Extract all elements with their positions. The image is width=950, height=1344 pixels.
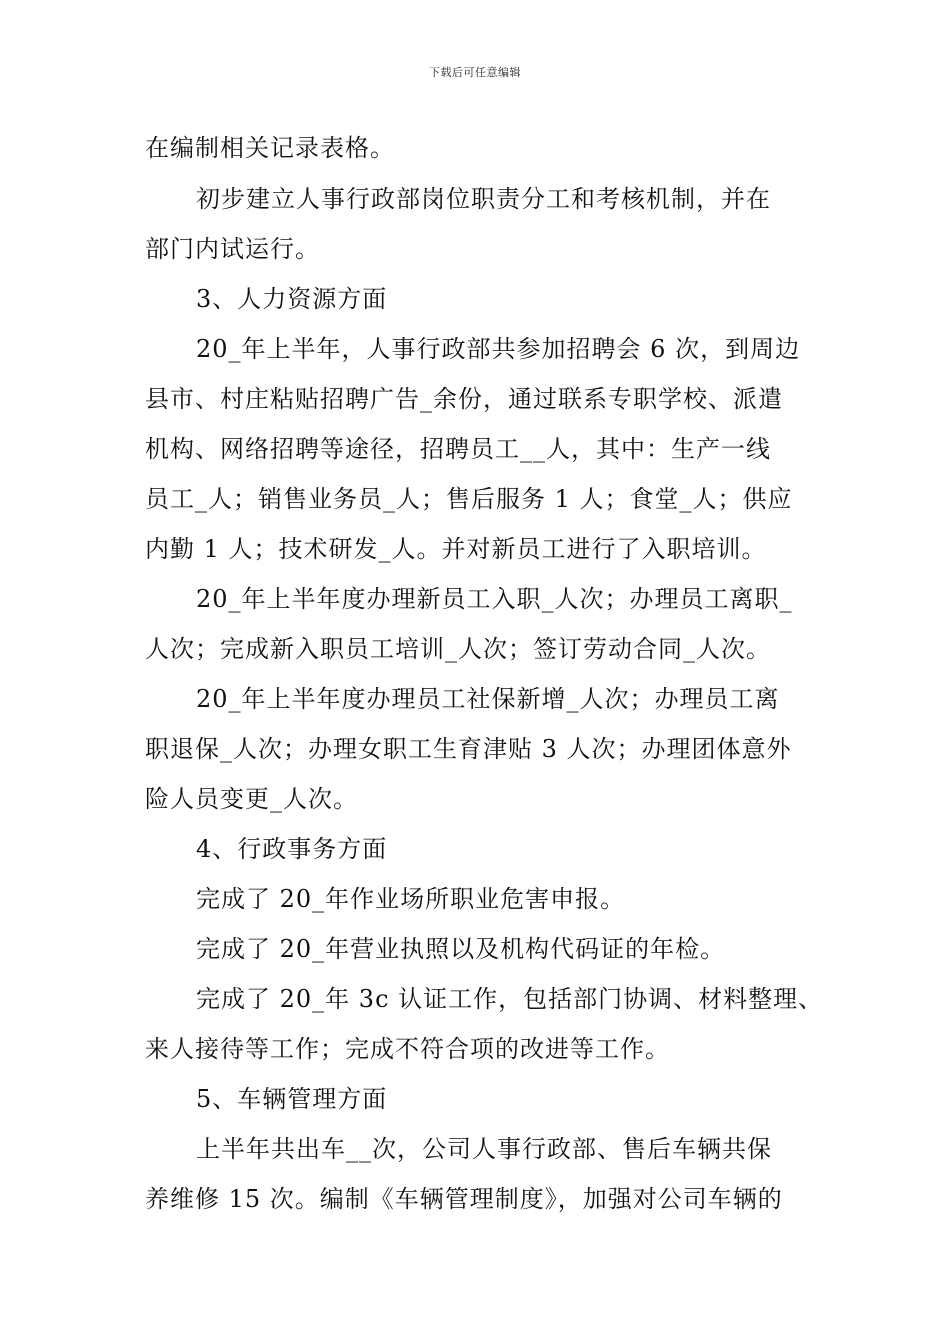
text-line: 养维修 15 次。编制《车辆管理制度》，加强对公司车辆的 (145, 1185, 783, 1213)
text-line: 机构、网络招聘等途径，招聘员工__人，其中：生产一线 (145, 435, 771, 463)
section-heading: 3、人力资源方面 (196, 285, 388, 313)
text-line: 员工_人；销售业务员_人；售后服务 1 人；食堂_人；供应 (145, 485, 793, 513)
text-line: 20_年上半年，人事行政部共参加招聘会 6 次，到周边 (196, 335, 801, 363)
text-line: 20_年上半年度办理新员工入职_人次；办理员工离职_ (196, 585, 793, 613)
text-line: 县市、村庄粘贴招聘广告_余份，通过联系专职学校、派遣 (145, 385, 783, 413)
text-line: 完成了 20_年 3c 认证工作，包括部门协调、材料整理、 (196, 985, 824, 1013)
text-line: 完成了 20_年作业场所职业危害申报。 (196, 885, 626, 913)
text-line: 内勤 1 人；技术研发_人。并对新员工进行了入职培训。 (145, 535, 767, 563)
text-line: 险人员变更_人次。 (145, 785, 358, 813)
text-line: 完成了 20_年营业执照以及机构代码证的年检。 (196, 935, 726, 963)
text-line: 人次；完成新入职员工培训_人次；签订劳动合同_人次。 (145, 635, 771, 663)
section-heading: 5、车辆管理方面 (196, 1085, 388, 1113)
text-line: 职退保_人次；办理女职工生育津贴 3 人次；办理团体意外 (145, 735, 792, 763)
text-line: 在编制相关记录表格。 (145, 134, 395, 162)
text-line: 部门内试运行。 (145, 235, 320, 263)
section-heading: 4、行政事务方面 (196, 835, 388, 863)
text-line: 初步建立人事行政部岗位职责分工和考核机制，并在 (196, 185, 771, 213)
page-header: 下载后可任意编辑 (429, 66, 521, 79)
text-line: 来人接待等工作；完成不符合项的改进等工作。 (145, 1035, 670, 1063)
text-line: 20_年上半年度办理员工社保新增_人次；办理员工离 (196, 685, 780, 713)
text-line: 上半年共出车__次，公司人事行政部、售后车辆共保 (196, 1135, 772, 1163)
